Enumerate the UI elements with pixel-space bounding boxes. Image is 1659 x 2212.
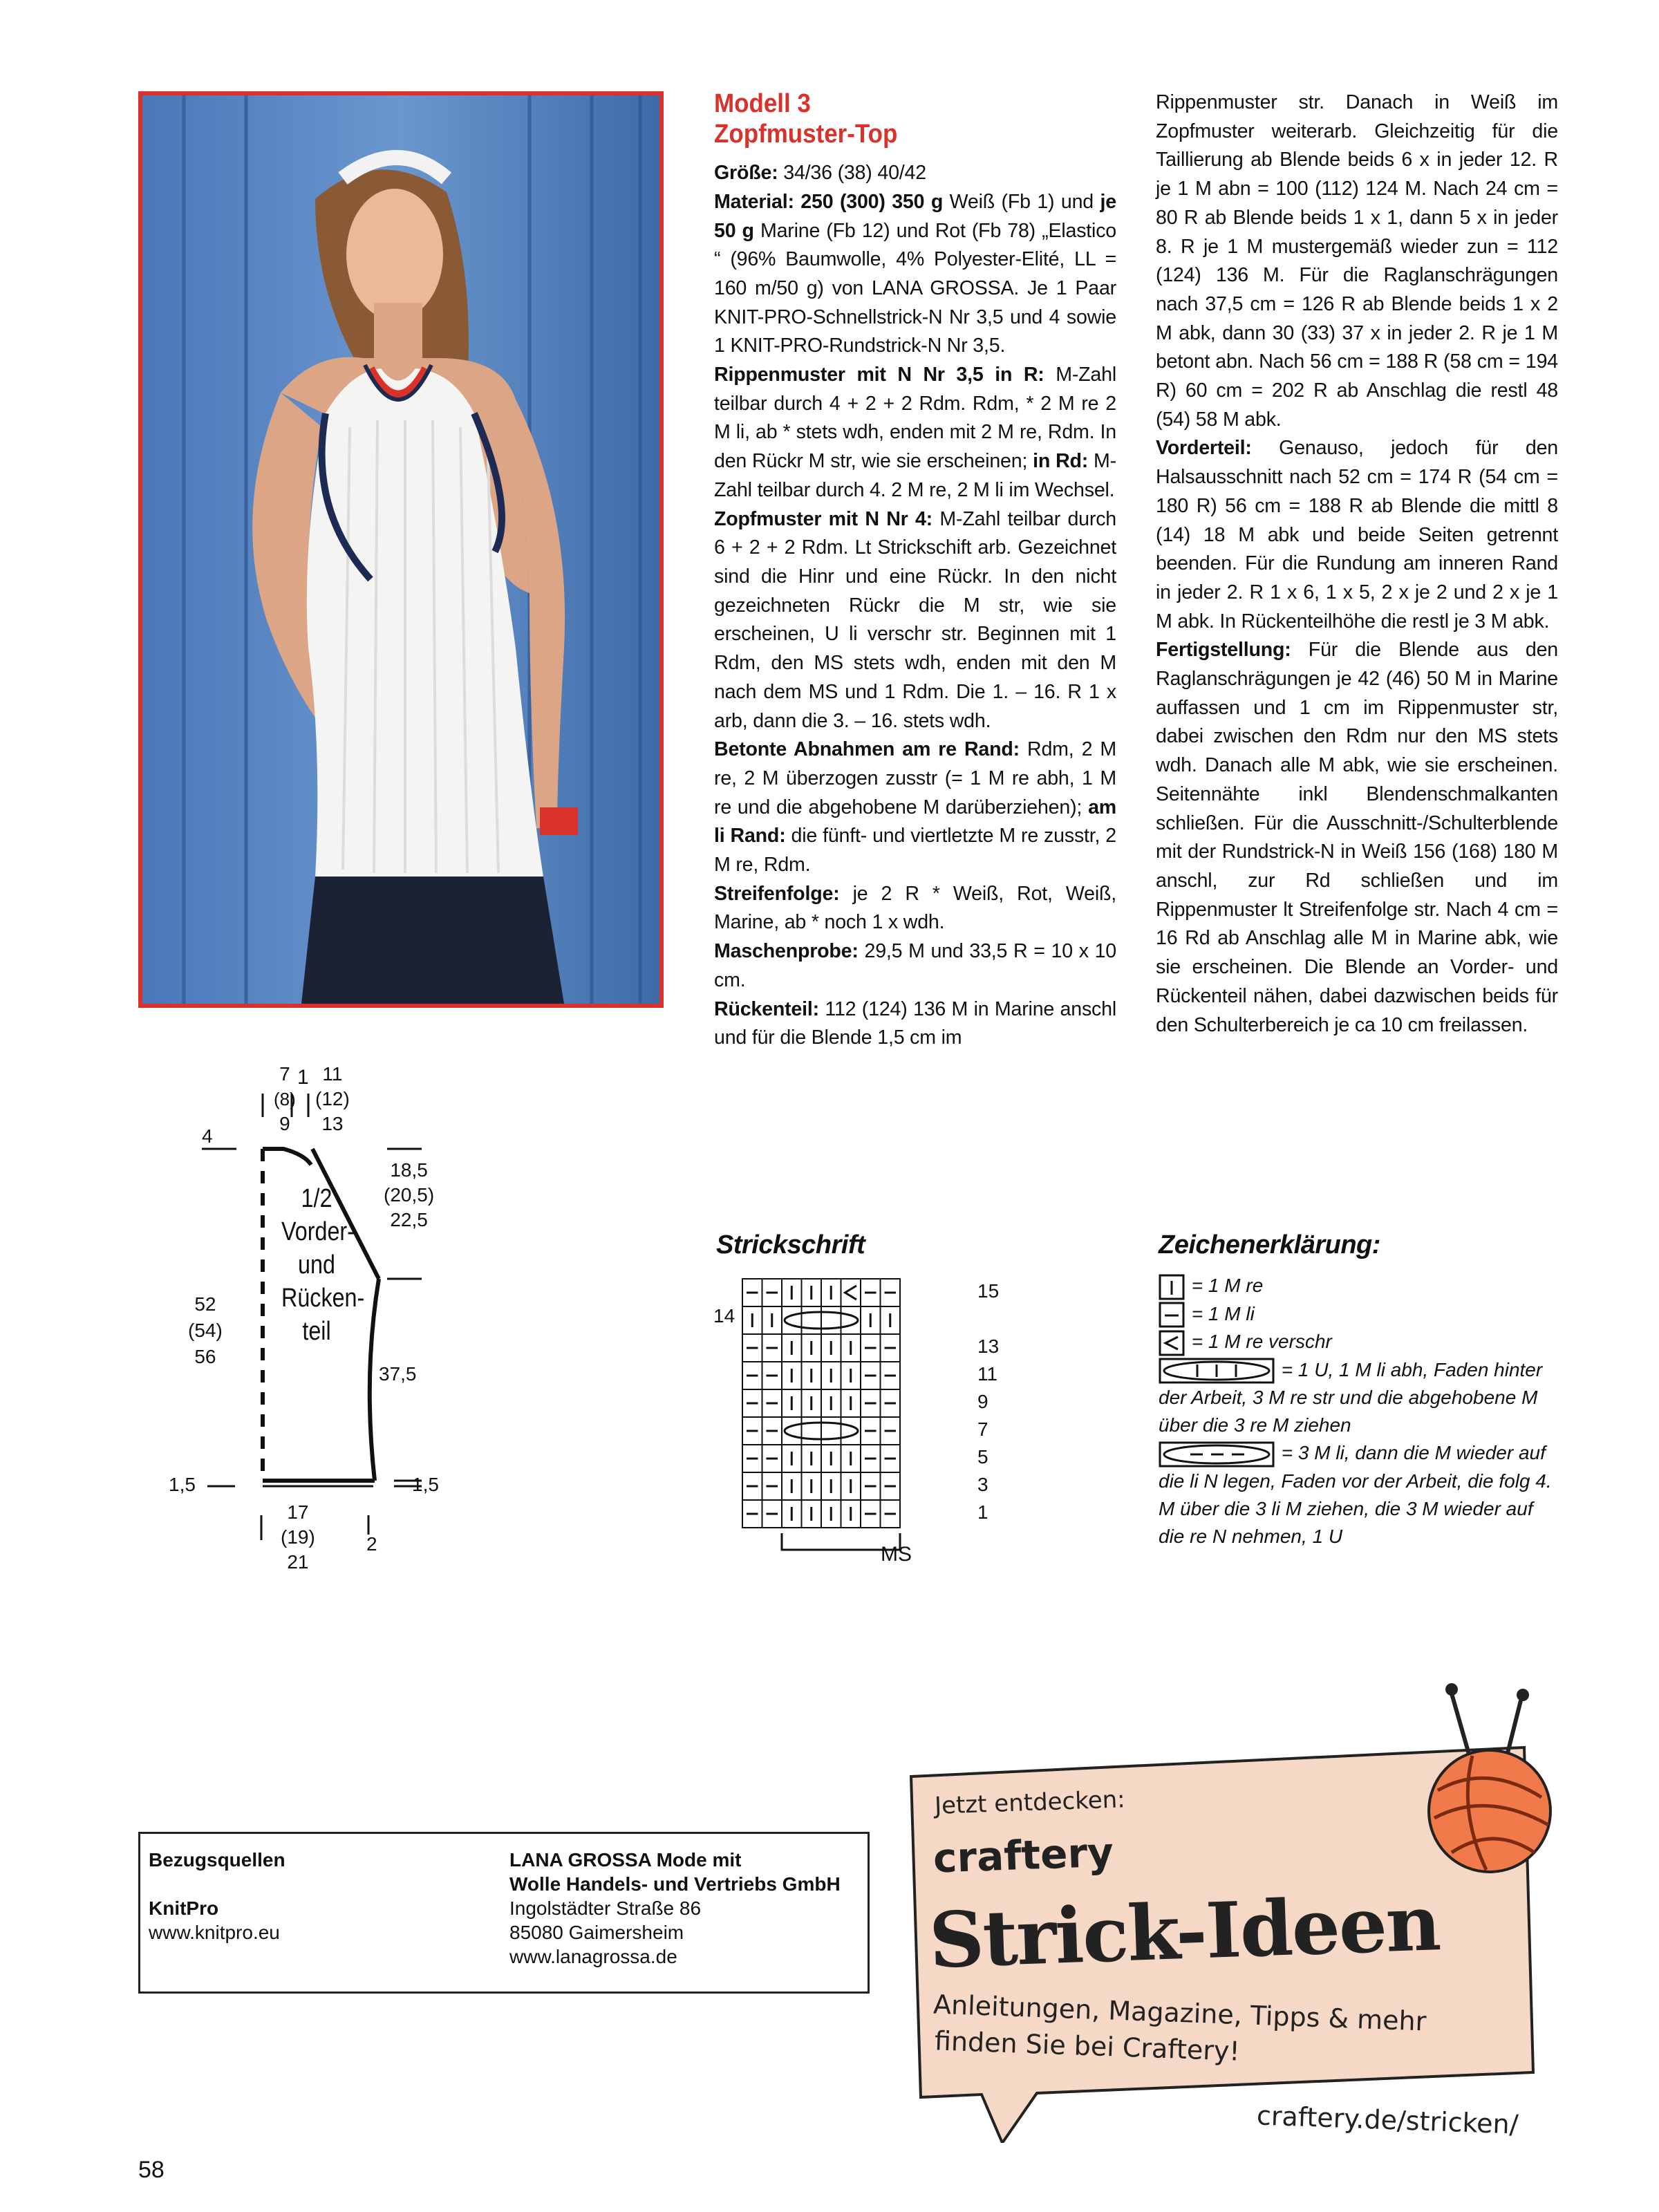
ad-url[interactable]: craftery.de/stricken/	[1256, 2100, 1519, 2140]
lana-name-1: LANA GROSSA Mode mit	[509, 1849, 742, 1871]
cable-purl-icon	[1159, 1441, 1276, 1468]
decrease-paragraph: Betonte Abnahmen am re Rand: Rdm, 2 M re, 2 M überzogen zusstr (= 1 M re abh, 1 M re und die abgehobene M darüberziehen); am li Rand: die fünft- und viertletzte M re zusstr, 2 M re, Rdm.	[714, 738, 1116, 877]
ad-sub-1: Anleitungen, Magazine, Tipps & mehr	[932, 1989, 1427, 2037]
yarn-ball-icon	[1410, 1680, 1569, 1887]
finishing-paragraph: Fertigstellung: Für die Blende aus den Raglanschrägungen je 42 (46) 50 M in Marine auffassen und 1 cm im Rippenmuster str, dabei zwischen den Rdm nur den MS stets wdh. Danach alle M abk, wie sie erscheinen. Seitennähte inkl Blendenschmalkanten schließen. Für die Ausschnitt-/Schulterblende mit der Rundstrick-N in Weiß 156 (168) 180 M anschl, zur Rd schließen und im Rippenmuster lt Streifenfolge str. Nach 4 cm = 16 Rd ab Anschlag alle M in Marine abk, wie sie erscheinen. Die Blende an Vorder- und Rückenteil nähen, dabei dazwischen beids für den Schulterbereich je ca 10 cm freilassen.	[1156, 639, 1558, 1036]
dim-7-8-9: 7 (8) 9	[274, 1063, 296, 1134]
knitting-chart	[712, 1272, 1030, 1576]
back-continued-paragraph: Rippenmuster str. Danach in Weiß im Zopfmuster weiterarb. Gleichzeitig für die Taillierung ab Blende beids 6 x in jeder 12. R je 1 M abn = 100 (112) 124 M. Nach 24 cm = 80 R ab Blende beids 1 x 1, dann 5 x in jeder 8. R je 1 M mustergemäß wieder zun = 112 (124) 136 M. Für die Raglanschrägungen nach 37,5 cm = 126 R ab Blende beids 1 x 2 M abk, dann 30 (33) 37 x in jeder 2. R je 1 M betont abn. Nach 56 cm = 188 R (58 cm = 194 R) 60 cm = 202 R ab Anschlag die restl 48 (54) 58 M abk.	[1156, 91, 1558, 431]
sources-heading: Bezugsquellen	[149, 1849, 285, 1871]
dim-2: 2	[366, 1533, 377, 1555]
page-number: 58	[138, 2157, 165, 2183]
chart-cell	[802, 1417, 822, 1445]
cable-pattern-paragraph: Zopfmuster mit N Nr 4: M-Zahl teilbar durch 6 + 2 + 2 Rdm. Lt Strickschift arb. Gezeichnet sind die Hinr und eine Rückr. In den nicht gezeichneten Rückr die M str, wie sie erscheinen, U li verschr str. Beginnen mit 1 Rdm, den MS stets wdh, enden mit den M nach dem MS und 1 Rdm. Die 1. – 16. R 1 x arb, dann die 3. – 16. stets wdh.	[714, 507, 1116, 732]
dim-hem-left: 1,5	[169, 1474, 196, 1495]
symbol-legend	[1159, 1272, 1559, 1550]
front-paragraph: Vorderteil: Genauso, jedoch für den Halsausschnitt nach 52 cm = 174 R (54 cm = 180 R) 56 cm = 188 R ab Blende die mittl 8 (14) 18 M abk und beide Seiten getrennt beenden. Für die Rundung am inneren Rand in jeder 2. R 1 x 6, 1 x 5, 2 x je 2 und 2 x je 1 M abk. In Rückenteilhöhe die restl je 3 M abk.	[1156, 437, 1558, 632]
dim-4: 4	[202, 1125, 213, 1147]
dim-width: 17 (19) 21	[281, 1501, 315, 1573]
chart-heading: Strickschrift	[716, 1230, 865, 1259]
ms-label: MS	[881, 1543, 912, 1566]
knitpro-name: KnitPro	[149, 1897, 219, 1919]
schematic-label: 1/2 Vorder- und Rücken- teil	[281, 1184, 365, 1346]
purl-icon	[1159, 1302, 1186, 1328]
article-title: Zopfmuster-Top	[714, 120, 898, 149]
model-photo	[138, 91, 664, 1008]
article-column-2	[1156, 88, 1558, 1040]
back-paragraph: Rückenteil: 112 (124) 136 M in Marine anschl und für die Blende 1,5 cm im	[714, 997, 1116, 1049]
chart-cell	[821, 1306, 841, 1334]
ad-headline: Strick-Ideen	[927, 1878, 1441, 1985]
garment-schematic	[159, 1051, 518, 1576]
twisted-knit-icon	[1159, 1330, 1186, 1356]
lana-city: 85080 Gaimersheim	[509, 1922, 684, 1943]
legend-item: = 3 M li, dann die M wieder auf die li N legen, Faden vor der Arbeit, die folg 4. M über die 3 li M ziehen, die 3 M wieder auf die re N nehmen, 1 U	[1159, 1442, 1552, 1548]
ad-sub-2: finden Sie bei Craftery!	[934, 2025, 1241, 2067]
dim-hem-right: 1,5	[412, 1474, 439, 1495]
legend-item: = 1 U, 1 M li abh, Faden hinter der Arbeit, 3 M re str und die abgehobene M über die 3 re M ziehen	[1159, 1358, 1543, 1436]
lana-link[interactable]: www.lanagrossa.de	[509, 1946, 677, 1967]
rib-pattern-paragraph: Rippenmuster mit N Nr 3,5 in R: M-Zahl teilbar durch 4 + 2 + 2 Rdm. Rdm, * 2 M re 2 M li, ab * stets wdh, enden mit 2 M re, Rdm. In den Rückr M str, wie sie erscheinen; in Rd: M-Zahl teilbar durch 4. 2 M re, 2 M li im Wechsel.	[714, 364, 1116, 501]
dim-side: 37,5	[379, 1363, 417, 1385]
size-paragraph: Größe: 34/36 (38) 40/42	[714, 162, 926, 185]
dim-length: 52 (54) 56	[188, 1293, 223, 1367]
ad-brand: craftery	[932, 1828, 1114, 1882]
stripe-paragraph: Streifenfolge: je 2 R * Weiß, Rot, Weiß, Marine, ab * noch 1 x wdh.	[714, 882, 1116, 934]
dim-1: 1	[297, 1066, 309, 1089]
dim-raglan: 18,5 (20,5) 22,5	[384, 1159, 435, 1230]
chart-cell	[821, 1417, 841, 1445]
knit-icon	[1159, 1274, 1186, 1300]
lana-name-2: Wolle Handels- und Vertriebs GmbH	[509, 1873, 841, 1895]
sources-box	[138, 1832, 870, 1994]
lana-street: Ingolstädter Straße 86	[509, 1897, 702, 1919]
dim-11-12-13: 11 (12) 13	[315, 1063, 350, 1134]
row-labels: 15 13 11 9 7 5 3 1	[977, 1280, 1000, 1523]
legend-item: = 1 M li	[1159, 1300, 1559, 1329]
gauge-paragraph: Maschenprobe: 29,5 M und 33,5 R = 10 x 10 cm.	[714, 940, 1116, 991]
ad-kicker: Jetzt entdecken:	[934, 1785, 1126, 1820]
legend-heading: Zeichenerklärung:	[1159, 1230, 1380, 1259]
craftery-ad[interactable]	[899, 1735, 1541, 2143]
cable-knit-icon	[1159, 1358, 1276, 1384]
article-column-1	[714, 88, 1116, 1053]
legend-item: = 1 M re verschr	[1159, 1328, 1559, 1356]
chart-cell	[802, 1306, 822, 1334]
model-number: Modell 3	[714, 89, 811, 118]
row-label-14: 14	[713, 1305, 735, 1327]
knitpro-link[interactable]: www.knitpro.eu	[149, 1922, 280, 1943]
legend-item: = 1 M re	[1159, 1272, 1559, 1300]
material-paragraph: Material: 250 (300) 350 g Weiß (Fb 1) und je 50 g Marine (Fb 12) und Rot (Fb 78) „Elastico “ (96% Baumwolle, 4% Polyester-Elité, LL = 160 m/50 g) von LANA GROSSA. Je 1 Paar KNIT-PRO-Schnellstrick-N Nr 3,5 und 4 sowie 1 KNIT-PRO-Rundstrick-N Nr 3,5.	[714, 190, 1116, 357]
instructions-col1	[714, 159, 1116, 1053]
